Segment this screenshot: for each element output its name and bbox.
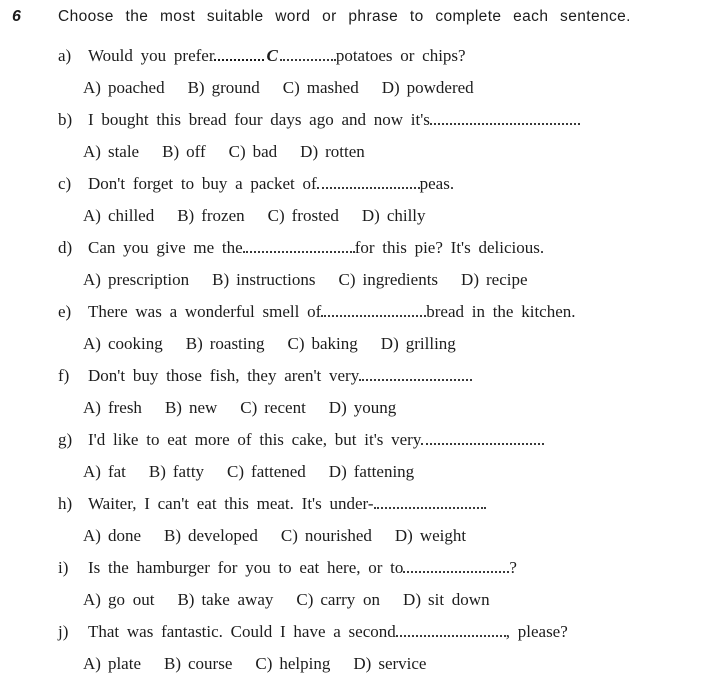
question-text-post: for this pie? It's delicious. [354,238,545,257]
option-d: D) young [328,398,397,417]
option-b: B) new [164,398,218,417]
answer-blank [243,247,355,253]
option-a: A) poached [83,78,165,97]
question-item-i [0,552,715,616]
option-c: C) ingredients [338,270,439,289]
options-line [0,456,715,488]
question-text-pre: That was fantastic. Could I have a second [88,622,396,641]
options-line [0,72,715,104]
question-text-post: , please? [505,622,568,641]
question-label: g) [58,430,73,449]
question-item-g [0,424,715,488]
question-item-e [0,296,715,360]
question-text-post: peas. [419,174,455,193]
option-c: C) frosted [267,206,339,225]
options-line [0,200,715,232]
option-c: C) mashed [282,78,359,97]
question-label: d) [58,238,73,257]
option-c: C) baking [287,334,358,353]
question-item-f [0,360,715,424]
question-item-j [0,616,715,680]
option-c: C) fattened [227,462,306,481]
question-list [0,40,715,680]
options-line [0,648,715,680]
question-item-b [0,104,715,168]
question-text-post: potatoes or chips? [335,46,466,65]
option-b: B) take away [177,590,274,609]
option-d: D) fattening [328,462,415,481]
option-b: B) developed [164,526,258,545]
option-d: D) grilling [380,334,456,353]
option-d: D) rotten [300,142,365,161]
exercise-header [0,0,715,26]
question-line [0,424,715,456]
question-line [0,488,715,520]
question-text-pre: There was a wonderful smell of [88,302,322,321]
option-c: C) bad [228,142,278,161]
question-line [0,232,715,264]
question-label: f) [58,366,70,385]
question-label: c) [58,174,72,193]
question-text-pre: I'd like to eat more of this cake, but it's very [88,430,422,449]
option-a: A) cooking [83,334,163,353]
question-item-c [0,168,715,232]
option-b: B) fatty [148,462,205,481]
question-text-pre: I bought this bread four days ago and now it's [88,110,430,129]
question-item-a [0,40,715,104]
question-line [0,552,715,584]
option-a: A) done [83,526,141,545]
answer-blank [359,375,472,381]
question-text-post: ? [509,558,517,577]
option-a: A) stale [83,142,140,161]
question-line [0,168,715,200]
question-label: a) [58,46,72,65]
option-c: C) helping [255,654,331,673]
option-d: D) powdered [381,78,474,97]
answer-blank [396,631,506,637]
option-a: A) chilled [83,206,155,225]
option-a: A) prescription [83,270,190,289]
answer-blank [421,439,544,445]
option-a: A) go out [83,590,155,609]
option-b: B) course [164,654,233,673]
question-line [0,360,715,392]
option-a: A) fat [83,462,126,481]
options-line [0,328,715,360]
question-text-pre: Can you give me the [88,238,243,257]
question-text-pre: Would you prefer [88,46,215,65]
option-d: D) sit down [403,590,490,609]
question-label: e) [58,302,72,321]
question-text-pre: Don't buy those fish, they aren't very [88,366,360,385]
question-line [0,104,715,136]
options-line [0,136,715,168]
answer-blank [214,55,264,61]
question-line [0,616,715,648]
option-b: B) ground [187,78,260,97]
question-label: b) [58,110,73,129]
written-answer: C [266,46,278,65]
question-text-pre: Is the hamburger for you to eat here, or to [88,558,404,577]
question-item-h [0,488,715,552]
question-line [0,40,715,72]
question-text-pre: Don't forget to buy a packet of [88,174,317,193]
options-line [0,264,715,296]
answer-blank [317,183,420,189]
question-item-d [0,232,715,296]
option-d: D) service [353,654,427,673]
options-line [0,584,715,616]
exercise-instruction: Choose the most suitable word or phrase to complete each sentence. [58,8,631,25]
answer-blank [280,55,336,61]
options-line [0,520,715,552]
question-label: i) [58,558,69,577]
answer-blank [321,311,426,317]
option-d: D) recipe [461,270,528,289]
option-b: B) instructions [212,270,316,289]
option-b: B) frozen [177,206,245,225]
option-a: A) fresh [83,398,142,417]
option-d: D) chilly [361,206,426,225]
exercise-number: 6 [12,8,21,25]
options-line [0,392,715,424]
question-text-post: bread in the kitchen. [426,302,576,321]
question-label: h) [58,494,73,513]
option-c: C) nourished [280,526,372,545]
answer-blank [430,119,580,125]
option-a: A) plate [83,654,141,673]
question-line [0,296,715,328]
question-label: j) [58,622,69,641]
answer-blank [374,503,486,509]
option-c: C) carry on [296,590,381,609]
option-b: B) roasting [185,334,265,353]
option-b: B) off [162,142,206,161]
option-c: C) recent [240,398,306,417]
option-d: D) weight [394,526,467,545]
answer-blank [403,567,509,573]
question-text-pre: Waiter, I can't eat this meat. It's under- [88,494,374,513]
